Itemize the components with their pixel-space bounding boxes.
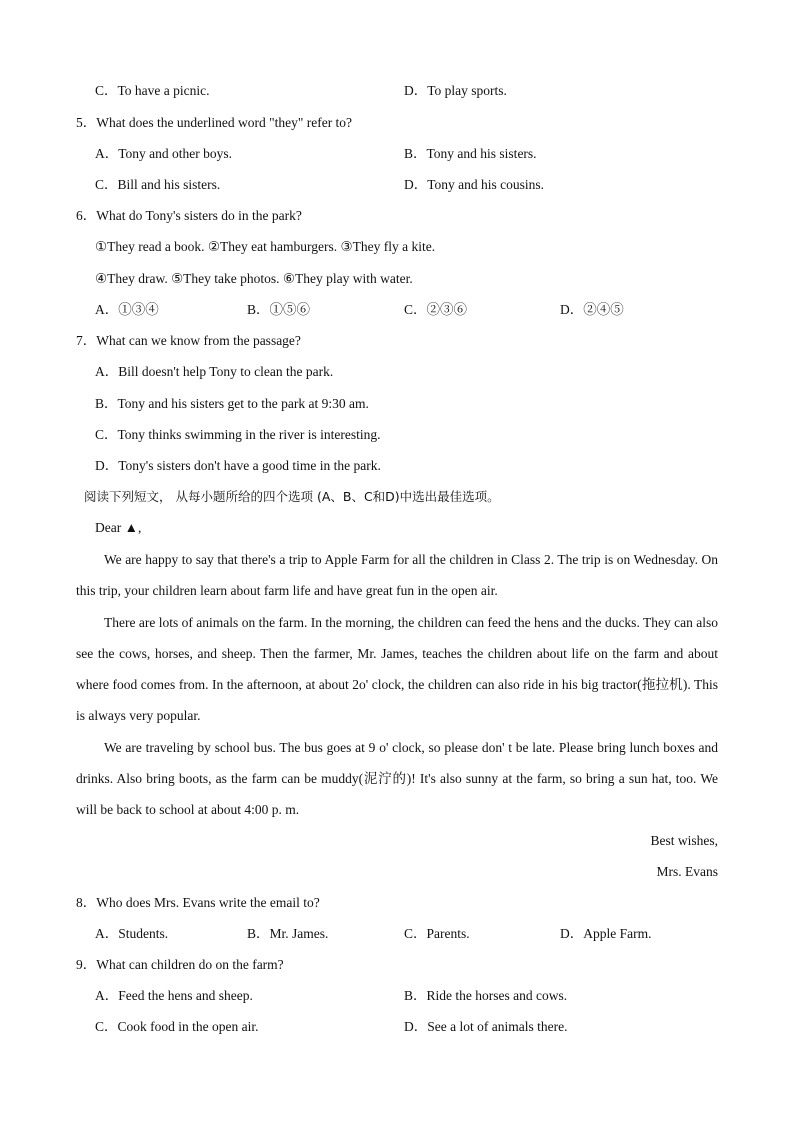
q5-option-a: A．Tony and other boys. [95,146,233,161]
letter-greeting: Dear ▲, [95,520,142,535]
q7-option-b: B．Tony and his sisters get to the park at 9:30 am. [95,396,369,411]
q6-option-d: D．②④⑤ [560,302,624,317]
q7-option-c: C．Tony thinks swimming in the river is interesting. [95,427,381,442]
q6-stem: 6．What do Tony's sisters do in the park? [76,208,302,223]
q8-option-b: B．Mr. James. [247,926,329,941]
letter-paragraph-1 [76,544,718,606]
q9-stem: 9．What can children do on the farm? [76,957,284,972]
q8-stem: 8．Who does Mrs. Evans write the email to? [76,895,320,910]
q4-option-d: D．To play sports. [404,83,507,98]
q6-option-b: B．①⑤⑥ [247,302,311,317]
q4-option-c: C．To have a picnic. [95,83,210,98]
q5-option-c: C．Bill and his sisters. [95,177,221,192]
q7-stem: 7．What can we know from the passage? [76,333,301,348]
q5-stem: 5．What does the underlined word "they" refer to? [76,115,353,130]
letter-paragraph-3-text: We are traveling by school bus. The bus goes at 9 o' clock, so please don' t be late. Please bring lunch boxes and drinks. Also bring boots, as the farm can be muddy(泥泞的)! It's also sunny at the farm, so bring a sun hat, too. We will be back to school at about 4:00 p. m. [76,740,718,817]
letter-paragraph-2-text: There are lots of animals on the farm. In the morning, the children can feed the hens and the ducks. They can also see the cows, horses, and sheep. Then the farmer, Mr. James, teaches the children about life on the farm and about where food comes from. In the afternoon, at about 2o' clock, the children can also ride in his big tractor(拖拉机). This is always very popular. [76,615,718,723]
q9-option-a: A．Feed the hens and sheep. [95,988,253,1003]
q6-option-a: A．①③④ [95,302,159,317]
q7-option-a: A．Bill doesn't help Tony to clean the park. [95,364,334,379]
letter-paragraph-3 [76,732,718,825]
letter-paragraph-1-text: We are happy to say that there's a trip to Apple Farm for all the children in Class 2. The trip is on Wednesday. On this trip, your children learn about farm life and have great fun in the open air. [76,552,718,598]
letter-paragraph-2 [76,607,718,731]
q5-option-d: D．Tony and his cousins. [404,177,545,192]
q6-option-c: C．②③⑥ [404,302,468,317]
letter-signature: Mrs. Evans [656,864,718,879]
q9-option-d: D．See a lot of animals there. [404,1019,568,1034]
q6-activity-list-2: ④They draw. ⑤They take photos. ⑥They play with water. [95,271,413,286]
q7-option-d: D．Tony's sisters don't have a good time in the park. [95,458,381,473]
letter-closing: Best wishes, [650,833,718,848]
q9-option-c: C．Cook food in the open air. [95,1019,259,1034]
q9-option-b: B．Ride the horses and cows. [404,988,568,1003]
q8-option-c: C．Parents. [404,926,470,941]
section-instructions: 阅读下列短文， 从每小题所给的四个选项 (A、B、C和D)中选出最佳选项。 [84,489,500,504]
q8-option-a: A．Students. [95,926,169,941]
q5-option-b: B．Tony and his sisters. [404,146,537,161]
q6-activity-list-1: ①They read a book. ②They eat hamburgers. ③They fly a kite. [95,239,436,254]
q8-option-d: D．Apple Farm. [560,926,652,941]
